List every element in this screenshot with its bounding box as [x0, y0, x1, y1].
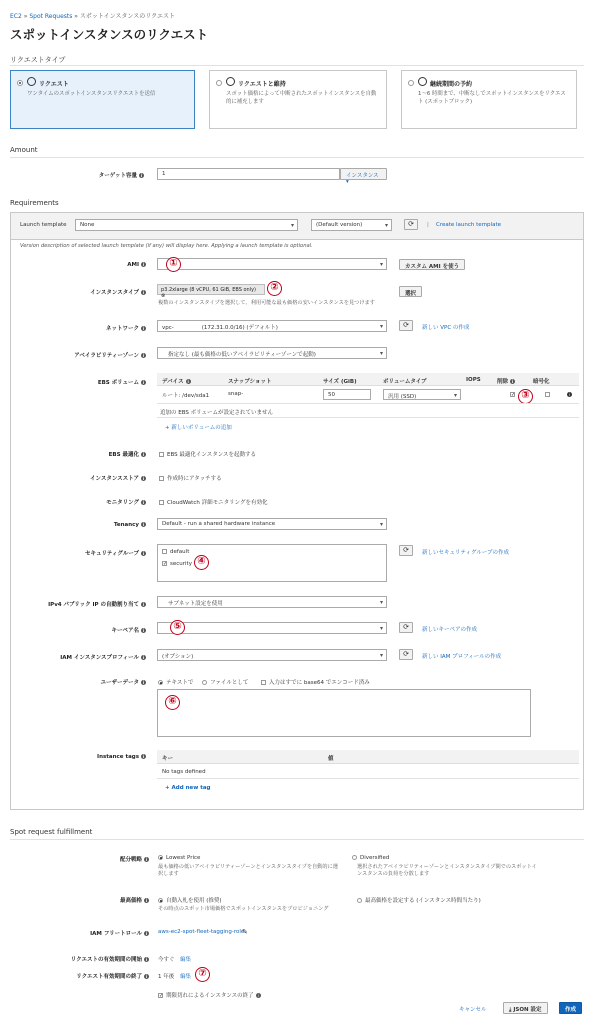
- checkbox[interactable]: [261, 680, 266, 685]
- ebs-h-delete: 削除 i: [497, 379, 514, 385]
- tags-h-value: 値: [328, 756, 334, 762]
- network-label: ネットワーク i: [105, 326, 145, 332]
- ebs-label: EBS ボリューム i: [97, 380, 145, 386]
- info-icon[interactable]: i: [142, 262, 145, 267]
- info-icon[interactable]: i: [142, 522, 145, 527]
- checkbox[interactable]: [159, 500, 164, 505]
- refresh-icon[interactable]: ⟳: [399, 545, 413, 556]
- key-pair-label: キーペア名 i: [111, 628, 145, 634]
- refresh-icon[interactable]: ⟳: [399, 622, 413, 633]
- radio[interactable]: [158, 680, 163, 685]
- fulfillment-heading: Spot request fulfillment: [10, 828, 93, 836]
- new-vpc-link[interactable]: 新しい VPC の作成: [422, 325, 470, 331]
- radio[interactable]: [408, 80, 414, 86]
- request-type-card-reserve[interactable]: [401, 70, 577, 129]
- instance-type-help: 複数のインスタンスタイプを選択して、利用可能な最も価格の安いインスタンスを見つけます: [158, 300, 375, 306]
- network-select[interactable]: vpc- (172.31.0.0/16) (デフォルト) ▾: [157, 320, 387, 332]
- instance-type-label: インスタンスタイプ i: [90, 290, 145, 296]
- new-key-pair-link[interactable]: 新しいキーペアの作成: [422, 627, 478, 633]
- create-button[interactable]: 作成: [559, 1002, 582, 1014]
- breadcrumb-current: スポットインスタンスのリクエスト: [79, 13, 175, 20]
- end-edit-link[interactable]: 編集: [180, 974, 192, 980]
- tenancy-label: Tenancy i: [113, 522, 145, 528]
- ebs-h-iops: IOPS: [466, 377, 481, 383]
- pencil-icon[interactable]: ✎: [242, 928, 248, 936]
- divider: [10, 157, 584, 158]
- user-data-label: ユーザーデータ i: [100, 680, 145, 686]
- remove-icon[interactable]: ⊗: [161, 293, 166, 299]
- request-type-card-request[interactable]: [10, 70, 195, 129]
- sg-item-default[interactable]: default: [162, 549, 189, 555]
- separator: |: [427, 222, 429, 228]
- page-title: スポットインスタンスのリクエスト: [10, 27, 209, 42]
- marker-1: ①: [166, 257, 181, 272]
- request-type-heading: リクエストタイプ: [10, 56, 66, 64]
- ebs-none-text: 追加の EBS ボリュームが設定されていません: [160, 410, 273, 416]
- breadcrumb-ec2[interactable]: EC2: [10, 13, 22, 20]
- card-title: 継続期間の予約: [430, 81, 473, 88]
- ebs-h-vtype: ボリュームタイプ: [383, 379, 427, 385]
- marker-4: ④: [194, 555, 209, 570]
- info-icon[interactable]: i: [142, 290, 145, 295]
- ebs-table-header: [157, 373, 579, 386]
- new-sg-link[interactable]: 新しいセキュリティグループの作成: [422, 550, 510, 556]
- checkbox[interactable]: [162, 561, 167, 566]
- info-icon[interactable]: i: [145, 931, 148, 936]
- radio[interactable]: [357, 898, 362, 903]
- divider: [157, 778, 579, 779]
- ebs-device: ルート: /dev/sda1: [162, 393, 210, 399]
- checkbox[interactable]: [162, 549, 167, 554]
- user-data-base64[interactable]: 入力はすでに base64 でエンコード済み: [261, 678, 370, 686]
- refresh-icon[interactable]: ⟳: [399, 320, 413, 331]
- info-icon[interactable]: i: [145, 857, 148, 862]
- divider: [10, 839, 584, 840]
- ebs-h-encrypt: 暗号化: [533, 379, 550, 385]
- user-data-radio-file[interactable]: ファイルとして: [202, 678, 248, 686]
- alloc-diversified-desc: 選択されたアベイラビリティーゾーンとインスタンスタイプ間でのスポットインスタンスの負荷を分散します: [357, 864, 537, 877]
- terminate-option[interactable]: ✓期限切れによるインスタンスの終了 i: [158, 991, 261, 999]
- info-icon[interactable]: i: [142, 500, 145, 505]
- checkbox[interactable]: [159, 476, 164, 481]
- marker-5: ⑤: [170, 620, 185, 635]
- instance-tags-label: Instance tags i: [97, 754, 145, 760]
- iam-profile-label: IAM インスタンスプロフィール i: [60, 655, 145, 661]
- breadcrumb-spot-requests[interactable]: Spot Requests: [29, 13, 73, 20]
- capacity-unit-select[interactable]: インスタンス ▾: [340, 168, 387, 180]
- ebs-vtype-select[interactable]: 汎用 (SSD) ▾: [383, 389, 461, 400]
- az-label: アベイラビリティーゾーン i: [74, 353, 145, 359]
- ebs-h-snapshot: スナップショット: [228, 379, 272, 385]
- ebs-optimized-option[interactable]: EBS 最適化インスタンスを起動する: [159, 450, 256, 458]
- launch-template-select[interactable]: None ▾: [75, 219, 298, 231]
- checkbox[interactable]: [159, 452, 164, 457]
- info-icon[interactable]: i: [257, 993, 259, 998]
- card-desc: 1〜6 時間まで、中断なしでスポットインスタンスをリクエスト (スポットブロック): [418, 91, 566, 105]
- tags-header: [157, 750, 579, 764]
- info-icon[interactable]: i: [568, 392, 571, 397]
- divider: [157, 403, 579, 404]
- clock-icon: [27, 77, 36, 86]
- tags-none: No tags defined: [162, 769, 206, 775]
- key-pair-select[interactable]: [157, 622, 387, 634]
- ipv4-select[interactable]: サブネット設定を使用 ▾: [157, 596, 387, 608]
- json-config-button[interactable]: ⤓ JSON 設定: [503, 1002, 548, 1014]
- max-price-label: 最高価格 i: [119, 898, 148, 904]
- allocation-label: 配分戦略 i: [119, 857, 148, 863]
- start-label: リクエストの有効期間の開始 i: [70, 957, 148, 963]
- monitoring-label: モニタリング i: [106, 500, 145, 506]
- alloc-diversified[interactable]: Diversified: [352, 855, 389, 861]
- radio[interactable]: [17, 80, 23, 86]
- ami-select[interactable]: [157, 258, 387, 270]
- info-icon[interactable]: i: [145, 974, 148, 979]
- instance-store-option[interactable]: 作成時にアタッチする: [159, 474, 222, 482]
- ebs-size-input[interactable]: 50: [323, 389, 371, 400]
- marker-6: ⑥: [165, 695, 180, 710]
- info-icon[interactable]: i: [145, 957, 148, 962]
- marker-2: ②: [267, 281, 282, 296]
- sg-item-security[interactable]: ✓security: [162, 561, 192, 567]
- info-icon[interactable]: i: [142, 380, 145, 385]
- launch-template-label: Launch template: [20, 222, 67, 228]
- info-icon[interactable]: i: [142, 628, 145, 633]
- add-tag-link[interactable]: + Add new tag: [165, 785, 211, 791]
- ebs-delete-checkbox[interactable]: [510, 392, 515, 397]
- az-select[interactable]: 指定なし (最も価格の低いアベイラビリティーゾーンで起動) ▾: [157, 347, 387, 359]
- iam-profile-select[interactable]: (オプション) ▾: [157, 649, 387, 661]
- end-label: リクエスト有効期間の終了 i: [76, 974, 148, 980]
- info-icon[interactable]: i: [142, 754, 145, 759]
- iam-fleet-role-value[interactable]: aws-ec2-spot-fleet-tagging-role: [158, 929, 245, 935]
- info-icon[interactable]: i: [142, 353, 145, 358]
- version-select[interactable]: (Default version) ▾: [311, 219, 392, 231]
- user-data-radio-text[interactable]: テキストで: [158, 678, 193, 686]
- tenancy-select[interactable]: Default - run a shared hardware instance ▾: [157, 518, 387, 530]
- max-auto[interactable]: 自動入札を使用 (推奨): [158, 896, 222, 904]
- card-title: リクエストと維持: [238, 81, 286, 88]
- radio[interactable]: [216, 80, 222, 86]
- new-iam-profile-link[interactable]: 新しい IAM プロフィールの作成: [422, 654, 502, 660]
- divider: [10, 65, 584, 66]
- card-title: リクエスト: [39, 81, 69, 88]
- radio[interactable]: [202, 680, 207, 685]
- cancel-link[interactable]: キャンセル: [459, 1007, 487, 1013]
- custom-ami-button[interactable]: カスタム AMI を使う: [399, 259, 465, 270]
- tags-h-key: キー: [162, 756, 174, 762]
- refresh-icon[interactable]: ⟳: [404, 219, 418, 230]
- info-icon[interactable]: i: [187, 379, 189, 384]
- breadcrumb-sep: »: [74, 13, 78, 20]
- refresh-icon[interactable]: ⟳: [399, 649, 413, 660]
- alloc-lowest-desc: 最も価格の低いアベイラビリティーゾーンとインスタンスタイプを自動的に選択します: [158, 864, 338, 877]
- info-icon[interactable]: i: [142, 680, 145, 685]
- info-icon[interactable]: i: [142, 551, 145, 556]
- alloc-lowest[interactable]: Lowest Price: [158, 855, 200, 861]
- ebs-h-size: サイズ (GiB): [323, 379, 357, 385]
- monitoring-option[interactable]: CloudWatch 詳細モニタリングを有効化: [159, 498, 267, 506]
- request-type-card-maintain[interactable]: [209, 70, 387, 129]
- end-value: 1 年後: [158, 974, 175, 980]
- info-icon[interactable]: i: [142, 602, 145, 607]
- max-set[interactable]: 最高価格を設定する (インスタンス時間当たり): [357, 896, 481, 904]
- marker-7: ⑦: [195, 967, 210, 982]
- target-capacity-label: ターゲット容量 i: [98, 173, 143, 179]
- start-value: 今すぐ: [158, 957, 175, 963]
- download-icon: ⤓: [509, 1006, 512, 1013]
- ebs-h-device: デバイス i: [162, 379, 189, 385]
- radio[interactable]: [158, 898, 163, 903]
- select-button[interactable]: 選択: [399, 286, 422, 297]
- marker-3: ③: [518, 389, 533, 404]
- target-capacity-input[interactable]: 1: [157, 168, 340, 180]
- ebs-encrypt-checkbox[interactable]: [545, 392, 550, 397]
- info-icon[interactable]: i: [142, 452, 145, 457]
- create-launch-template-link[interactable]: Create launch template: [436, 222, 501, 228]
- instance-type-tag[interactable]: p3.2xlarge (8 vCPU, 61 GiB, EBS only) ⊗: [157, 284, 265, 295]
- instance-store-label: インスタンスストア i: [89, 476, 145, 482]
- ami-label: AMI i: [127, 262, 145, 268]
- info-icon[interactable]: i: [511, 379, 514, 384]
- checkbox[interactable]: [158, 993, 163, 998]
- divider: [157, 417, 579, 418]
- info-icon[interactable]: i: [142, 655, 145, 660]
- gauge-icon: [226, 77, 235, 86]
- breadcrumb-sep: »: [23, 13, 28, 20]
- timer-icon: [418, 77, 427, 86]
- add-volume-link[interactable]: + 新しいボリュームの追加: [165, 425, 232, 431]
- max-auto-desc: その時点のスポット市場価格でスポットインスタンスをプロビジョニング: [158, 906, 329, 912]
- ebs-snapshot: snap-: [228, 391, 244, 397]
- amount-heading: Amount: [10, 146, 38, 154]
- security-group-label: セキュリティグループ i: [84, 551, 145, 557]
- iam-fleet-role-label: IAM フリートロール i: [90, 931, 148, 937]
- info-icon[interactable]: i: [142, 326, 145, 331]
- info-icon[interactable]: i: [140, 173, 143, 178]
- start-edit-link[interactable]: 編集: [180, 957, 192, 963]
- info-icon[interactable]: i: [142, 476, 145, 481]
- info-icon[interactable]: i: [145, 898, 148, 903]
- ipv4-label: IPv4 パブリック IP の自動割り当て i: [48, 602, 145, 608]
- requirements-heading: Requirements: [10, 199, 59, 207]
- launch-template-note: Version description of selected launch template (if any) will display here. Applying a launch template is optional.: [20, 243, 313, 249]
- card-desc: ワンタイムのスポットインスタンスリクエストを送信: [27, 91, 156, 97]
- breadcrumb: [10, 11, 175, 20]
- radio[interactable]: [158, 855, 163, 860]
- ebs-optimized-label: EBS 最適化 i: [108, 452, 145, 458]
- user-data-textarea[interactable]: [157, 689, 531, 737]
- card-desc: スポット価格によって中断されたスポットインスタンスを自動的に補充します: [226, 91, 377, 105]
- radio[interactable]: [352, 855, 357, 860]
